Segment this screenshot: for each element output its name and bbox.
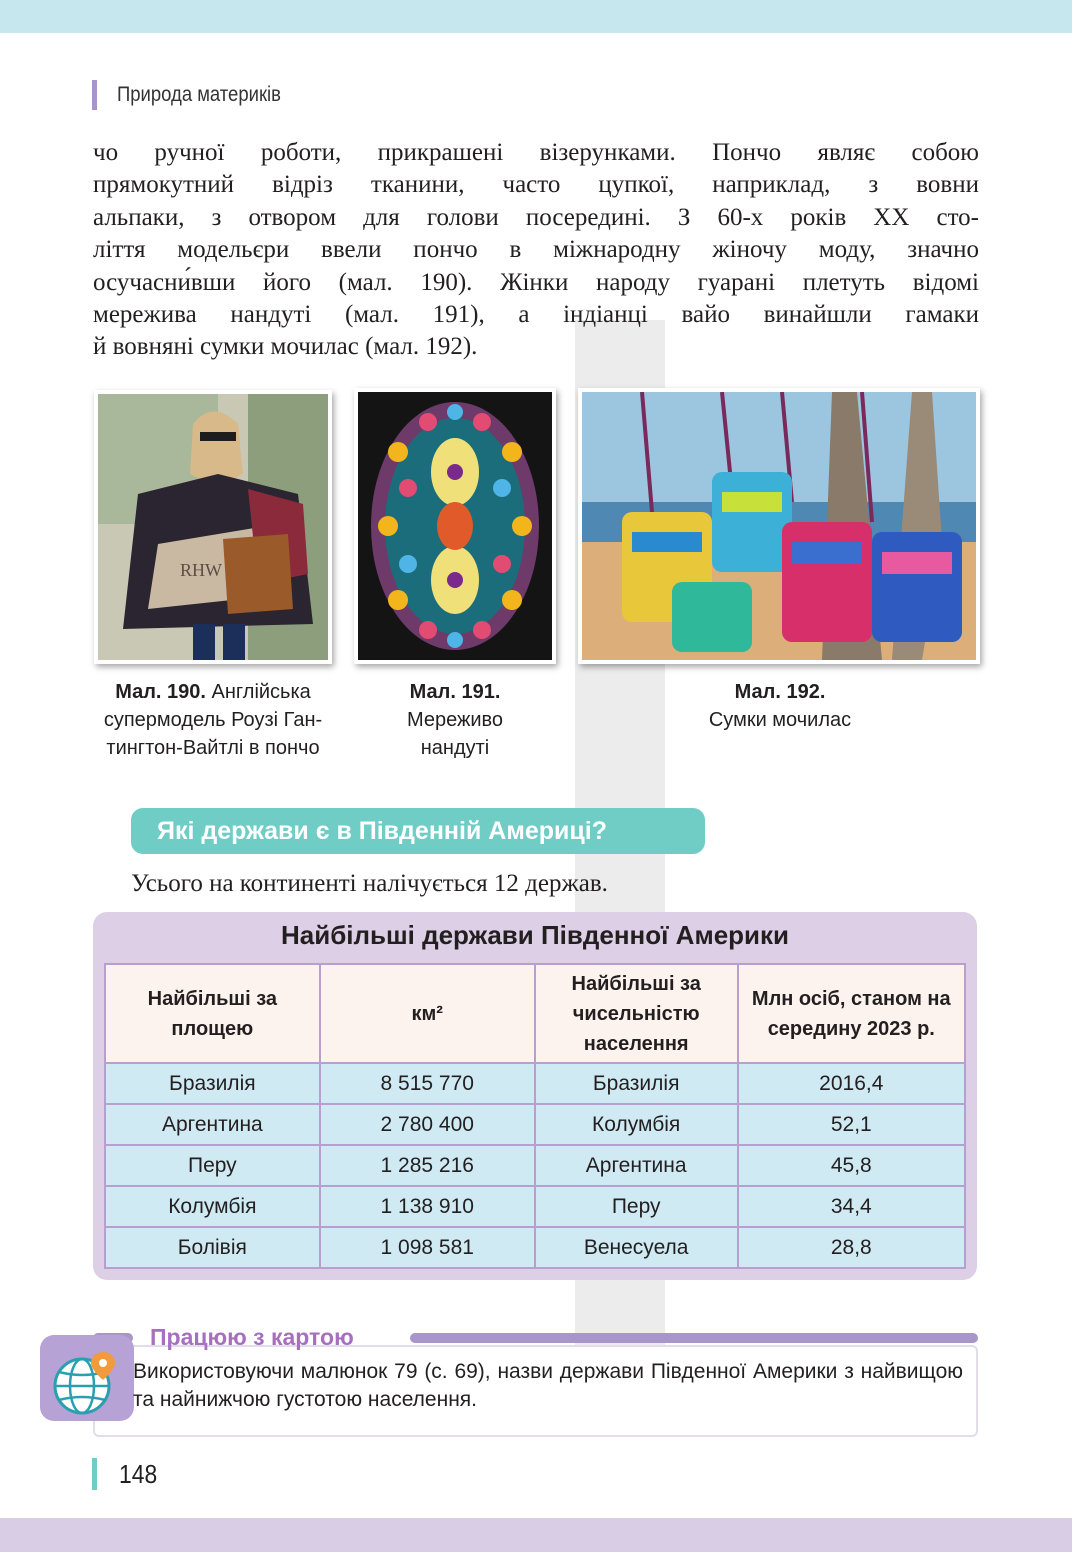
caption-text: тингтон-Вайтлі в пончо xyxy=(106,737,320,759)
map-task-strip-right xyxy=(410,1333,978,1343)
table-row xyxy=(105,1145,965,1186)
table-row xyxy=(105,1227,965,1268)
caption-text: Англійська xyxy=(211,681,311,703)
caption-text: супермодель Роузі Ган- xyxy=(103,709,323,731)
nanduti-illustration xyxy=(358,392,552,660)
table-header-row xyxy=(105,964,965,1063)
body-line: мережива нандуті (мал. 191), а індіанці вайо винайшли гамаки xyxy=(93,300,979,328)
body-line: ліття модельєри ввели пончо в міжнародну жіночу моду, значно xyxy=(93,236,979,264)
table-cell: Аргентина xyxy=(105,1104,320,1145)
table-cell: Бразилія xyxy=(105,1063,320,1104)
table-cell: 8 515 770 xyxy=(320,1063,535,1104)
table-cell: 1 098 581 xyxy=(320,1227,535,1268)
figure-192-photo xyxy=(578,388,980,664)
running-head-text: Природа материків xyxy=(117,83,281,106)
table-cell: 2016,4 xyxy=(738,1063,965,1104)
figure-192-number: Мал. 192. xyxy=(734,681,826,703)
table-row xyxy=(105,1063,965,1104)
table-cell: Болівія xyxy=(105,1227,320,1268)
table-cell: Бразилія xyxy=(535,1063,738,1104)
mochila-bags-illustration xyxy=(582,392,976,660)
body-line: чо ручної роботи, прикрашені візерунками. Пончо являє собою xyxy=(93,139,979,166)
largest-states-table xyxy=(104,963,966,1269)
running-head-bar xyxy=(92,80,97,110)
table-cell: 28,8 xyxy=(738,1227,965,1268)
page-number-text: 148 xyxy=(119,1458,158,1489)
header-area-km2: км² xyxy=(320,964,535,1063)
table-cell: 2 780 400 xyxy=(320,1104,535,1145)
section-heading: Які держави є в Південній Америці? xyxy=(131,808,705,854)
figure-191-photo xyxy=(354,388,556,664)
table-cell: Колумбія xyxy=(105,1186,320,1227)
page-number xyxy=(92,1458,162,1490)
svg-text:RHW: RHW xyxy=(180,560,222,580)
figure-190-photo xyxy=(94,390,332,664)
table-cell: Перу xyxy=(105,1145,320,1186)
table-cell: 45,8 xyxy=(738,1145,965,1186)
poncho-illustration xyxy=(98,394,328,660)
table-row xyxy=(105,1186,965,1227)
intro-text: Усього на континенті налічується 12 держав. xyxy=(131,870,608,897)
table-cell: Перу xyxy=(535,1186,738,1227)
header-population-countries: Найбільші за чисельністю населення xyxy=(535,964,738,1063)
table-row xyxy=(105,1104,965,1145)
figure-190-caption xyxy=(82,678,344,762)
page-number-bar xyxy=(92,1458,97,1490)
table-cell: Колумбія xyxy=(535,1104,738,1145)
globe-pin-icon xyxy=(51,1350,117,1416)
body-line: альпаки, з отвором для голови посередині. З 60-х років XX сто- xyxy=(93,203,979,231)
figure-191-caption xyxy=(355,678,555,762)
table-cell: 34,4 xyxy=(738,1186,965,1227)
caption-text: Сумки мочилас xyxy=(708,709,852,731)
body-line: й вовняні сумки мочилас (мал. 192). xyxy=(93,333,478,361)
map-task-text: Використовуючи малюнок 79 (с. 69), назви держави Південної Америки з найвищою та найнижчою густотою населення. xyxy=(133,1360,963,1411)
figure-191-number: Мал. 191. xyxy=(409,681,501,703)
caption-text: Мереживо xyxy=(406,709,504,731)
table-cell: 52,1 xyxy=(738,1104,965,1145)
body-line: осучасни́вши його (мал. 190). Жінки народу гуарані плетуть відомі xyxy=(93,268,979,296)
running-head xyxy=(92,80,303,110)
body-paragraph xyxy=(93,137,979,364)
table-cell: Аргентина xyxy=(535,1145,738,1186)
header-area-countries: Найбільші за площею xyxy=(105,964,320,1063)
body-line: прямокутний відріз тканини, часто цупкої, наприклад, з вовни xyxy=(93,171,979,199)
table-cell: Венесуела xyxy=(535,1227,738,1268)
table-cell: 1 285 216 xyxy=(320,1145,535,1186)
figure-190-number: Мал. 190. xyxy=(115,681,206,703)
figure-192-caption xyxy=(650,678,910,734)
header-population-mln: Млн осіб, станом на середину 2023 р. xyxy=(738,964,965,1063)
map-task-title: Працюю з картою xyxy=(150,1324,354,1350)
table-title: Найбільші держави Південної Америки xyxy=(280,920,790,950)
top-color-band xyxy=(0,0,1072,33)
caption-text: нандуті xyxy=(420,737,490,759)
bottom-color-band xyxy=(0,1518,1072,1552)
table-cell: 1 138 910 xyxy=(320,1186,535,1227)
